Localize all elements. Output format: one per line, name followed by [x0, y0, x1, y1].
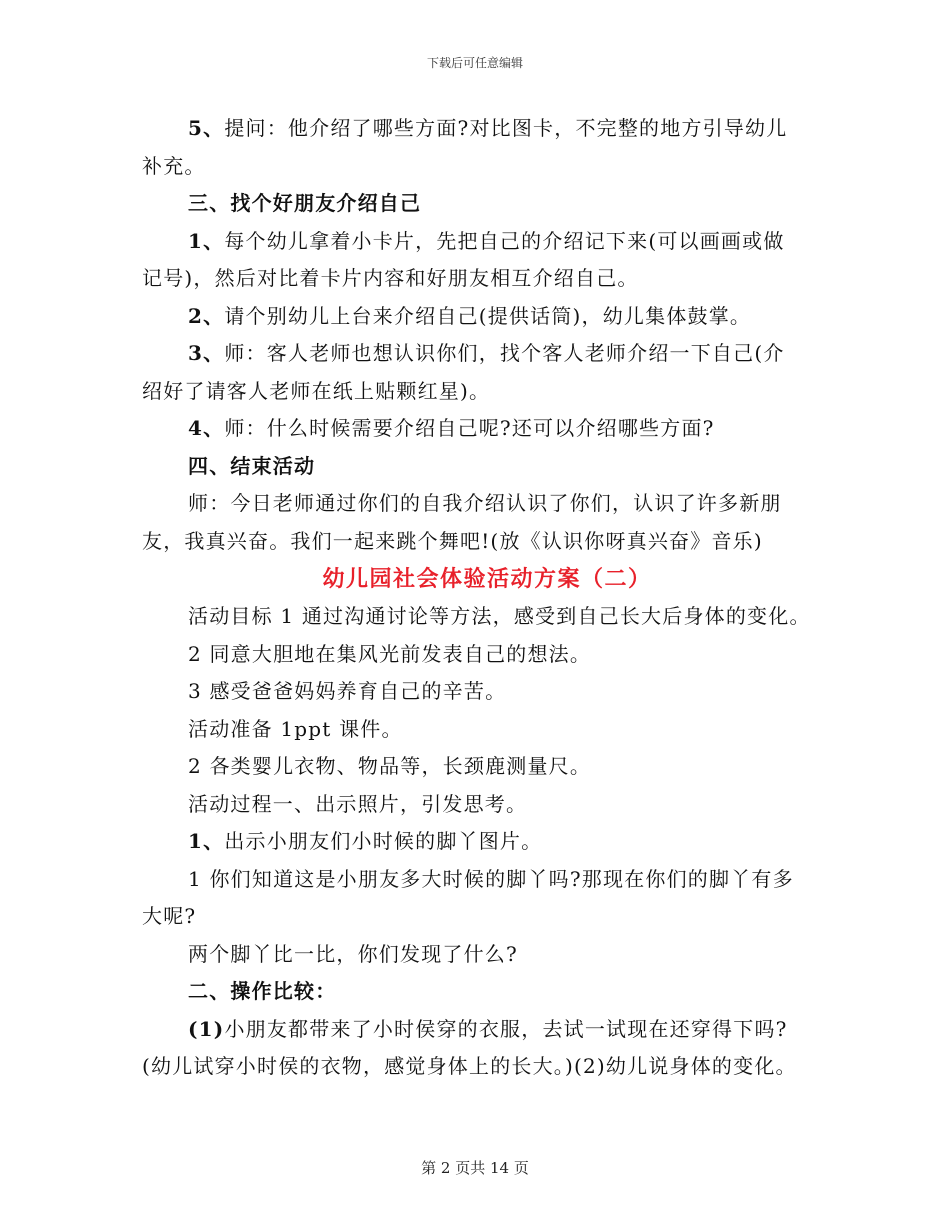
paragraph-line: 绍好了请客人老师在纸上贴颗红星)。 [142, 378, 491, 403]
paragraph-line: 补充。 [142, 153, 206, 178]
paragraph-line [142, 110, 822, 148]
line-text: 师：什么时候需要介绍自己呢?还可以介绍哪些方面? [224, 416, 715, 440]
paragraph-line: 2 各类婴儿衣物、物品等，长颈鹿测量尺。 [188, 754, 592, 778]
paragraph-line [142, 823, 822, 861]
document-title: 幼儿园社会体验活动方案（二） [322, 566, 652, 592]
paragraph-line: 活动过程一、出示照片，引发思考。 [188, 791, 528, 816]
paragraph-line: 师：今日老师通过你们的自我介绍认识了你们，认识了许多新朋 [188, 491, 782, 515]
paragraph-line: 活动目标 1 通过沟通讨论等方法，感受到自己长大后身体的变化。 [188, 604, 811, 628]
line-text: 提问：他介绍了哪些方面?对比图卡，不完整的地方引导幼儿 [224, 116, 788, 140]
section-heading: 三、找个好朋友介绍自己 [188, 191, 422, 215]
paragraph-line: 1 你们知道这是小朋友多大时候的脚丫吗?那现在你们的脚丫有多 [188, 866, 794, 891]
paragraph-line: 记号)，然后对比着卡片内容和好朋友相互介绍自己。 [142, 266, 639, 290]
item-number: (1) [188, 1016, 225, 1041]
paragraph-line: 活动准备 1ppt 课件。 [188, 716, 403, 741]
page-footer: 第 2 页共 14 页 [421, 1159, 529, 1177]
paragraph-line: 友，我真兴奋。我们一起来跳个舞吧!(放《认识你呀真兴奋》音乐) [142, 528, 763, 553]
line-text: 师：客人老师也想认识你们，找个客人老师介绍一下自己(介 [224, 341, 785, 365]
section-heading: 二、操作比较： [188, 979, 337, 1003]
paragraph-line [142, 335, 822, 373]
line-text: 出示小朋友们小时候的脚丫图片。 [224, 829, 543, 853]
section-heading: 四、结束活动 [188, 453, 316, 478]
paragraph-line: 大呢? [142, 904, 197, 928]
item-number: 4、 [188, 416, 225, 440]
item-number: 1、 [188, 228, 225, 253]
document-body [142, 110, 822, 1086]
page-header: 下载后可任意编辑 [426, 56, 523, 70]
item-number: 3、 [188, 341, 225, 365]
paragraph-line [142, 410, 822, 448]
line-text: 请个别幼儿上台来介绍自己(提供话筒)，幼儿集体鼓掌。 [224, 303, 752, 328]
line-text: 每个幼儿拿着小卡片，先把自己的介绍记下来(可以画画或做 [224, 228, 785, 253]
paragraph-line: (幼儿试穿小时侯的衣物，感觉身体上的长大。)(2)幼儿说身体的变化。 [142, 1054, 797, 1078]
paragraph-line: 两个脚丫比一比，你们发现了什么? [188, 941, 518, 966]
paragraph-line [142, 223, 822, 261]
paragraph-line: 3 感受爸爸妈妈养育自己的辛苦。 [188, 679, 507, 703]
line-text: 小朋友都带来了小时侯穿的衣服，去试一试现在还穿得下吗? [224, 1016, 788, 1041]
paragraph-line: 2 同意大胆地在集风光前发表自己的想法。 [188, 641, 592, 666]
item-number: 1、 [188, 829, 225, 853]
item-number: 2、 [188, 303, 225, 328]
item-number: 5、 [188, 116, 225, 140]
paragraph-line [142, 1011, 822, 1049]
paragraph-line [142, 298, 822, 336]
